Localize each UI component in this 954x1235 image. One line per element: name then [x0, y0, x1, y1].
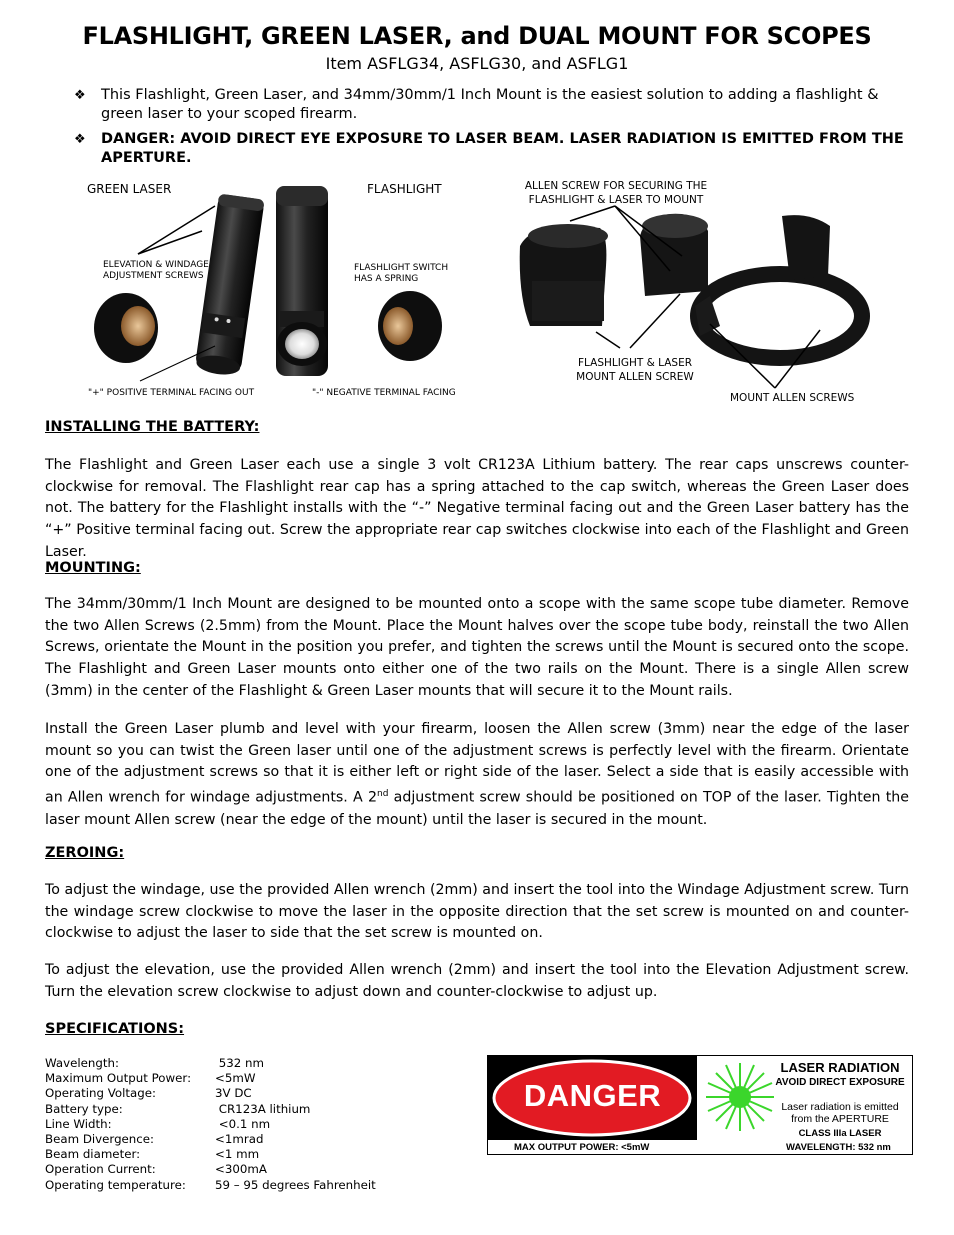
spec-row	[45, 1162, 376, 1177]
specs-list	[45, 1056, 376, 1193]
laser-radiation-text: LASER RADIATION	[780, 1060, 900, 1075]
mounting-text-2b: adjustment screw should be positioned on TOP of the laser. Tighten the laser mount Allen screw (near the edge of the mount) until the laser is secured in the mount.	[45, 789, 909, 828]
spec-value: <0.1 nm	[215, 1116, 271, 1131]
intro-bullet-text: This Flashlight, Green Laser, and 34mm/30mm/1 Inch Mount is the easiest solution to adding a flashlight & green laser to your scoped firearm.	[101, 87, 879, 122]
ordinal-superscript: nd	[376, 789, 389, 800]
spec-key: Operation Current:	[45, 1162, 156, 1177]
allen-screw-securing-label: ALLEN SCREW FOR SECURING THE FLASHLIGHT & LASER TO MOUNT	[524, 180, 708, 206]
mount-allen-screw-label: FLASHLIGHT & LASER MOUNT ALLEN SCREW	[576, 357, 694, 383]
green-laser-label: GREEN LASER	[87, 182, 172, 196]
diamond-bullet-icon: ❖	[74, 132, 86, 147]
laser-warning-label	[487, 1055, 913, 1155]
spec-value: 3V DC	[215, 1086, 252, 1101]
diamond-bullet-icon: ❖	[74, 88, 86, 103]
danger-word: DANGER	[523, 1078, 662, 1113]
spec-value: 59 – 95 degrees Fahrenheit	[215, 1177, 376, 1192]
laser-class-text: CLASS IIIa LASER	[798, 1128, 882, 1139]
avoid-exposure-text: AVOID DIRECT EXPOSURE	[775, 1077, 905, 1088]
spec-key: Wavelength:	[45, 1056, 119, 1070]
specs-heading: SPECIFICATIONS:	[45, 1021, 185, 1037]
spec-value: CR123A lithium	[215, 1101, 311, 1116]
dual-mount-photo	[510, 176, 870, 408]
flashlight-label: FLASHLIGHT	[367, 182, 442, 196]
laser-starburst-icon	[704, 1061, 776, 1133]
laser-flashlight-illustration	[80, 176, 460, 406]
page-subtitle: Item ASFLG34, ASFLG30, and ASFLG1	[325, 54, 629, 73]
spec-row	[45, 1071, 376, 1086]
page-title: FLASHLIGHT, GREEN LASER, and DUAL MOUNT FOR SCOPES	[82, 22, 872, 50]
zeroing-text-2: To adjust the elevation, use the provided Allen wrench (2mm) and insert the tool into the Elevation Adjustment screw. Turn the elevation screw clockwise to adjust down and counter-clockwise to adjust up.	[45, 962, 909, 1000]
spec-row	[45, 1117, 376, 1132]
mounting-text-2a: Install the Green Laser plumb and level with your firearm, loosen the Allen screw (3mm) near the edge of the laser mount so you can twist the Green laser until one of the adjustment screws is perfectly level with the firearm. Orientate one of the adjustment screws so that it is either left or right side of the laser. Select a side that is easily accessible with an Allen wrench for windage adjustments. A 2	[45, 721, 909, 806]
negative-terminal-label: "-" NEGATIVE TERMINAL FACING	[312, 388, 456, 398]
intro-bullet	[74, 86, 904, 124]
emitted-text-2: from the APERTURE	[791, 1113, 889, 1125]
spec-value: <300mA	[215, 1162, 267, 1177]
mounting-text-1: The 34mm/30mm/1 Inch Mount are designed to be mounted onto a scope with the same scope tube diameter. Remove the two Allen Screws (2.5mm) from the Mount. Place the Mount halves over the scope tube body, reinstall the two Allen Screws, orientate the Mount in the position you prefer, and tighten the screws until the Mount is secured onto the scope. The Flashlight and Green Laser mounts onto either one of the two rails on the Mount. There is a single Allen screw (3mm) in the center of the Flashlight & Green Laser mounts that will secure it to the Mount rails.	[45, 596, 909, 699]
mounting-text-2	[45, 719, 909, 831]
spec-value: <1mrad	[215, 1132, 264, 1147]
battery-heading: INSTALLING THE BATTERY:	[45, 419, 260, 435]
spec-row	[45, 1086, 376, 1101]
mount-allen-screws-label: MOUNT ALLEN SCREWS	[730, 392, 855, 404]
spec-value: <5mW	[215, 1071, 256, 1086]
spec-key: Battery type:	[45, 1101, 123, 1116]
spec-row	[45, 1178, 376, 1193]
zeroing-heading: ZEROING:	[45, 845, 125, 861]
spec-row	[45, 1056, 376, 1071]
danger-bullet-text: DANGER: AVOID DIRECT EYE EXPOSURE TO LASER BEAM. LASER RADIATION IS EMITTED FROM THE APERTURE.	[101, 131, 904, 166]
emitted-text-1: Laser radiation is emitted	[781, 1101, 899, 1113]
flashlight-switch-label: FLASHLIGHT SWITCH HAS A SPRING	[354, 263, 449, 284]
positive-terminal-label: "+" POSITIVE TERMINAL FACING OUT	[88, 388, 255, 398]
spec-row	[45, 1132, 376, 1147]
mounting-heading: MOUNTING:	[45, 560, 141, 576]
spec-key: Beam diameter:	[45, 1147, 141, 1162]
spec-value: 532 nm	[215, 1056, 264, 1070]
spec-row	[45, 1147, 376, 1162]
spec-key: Operating temperature:	[45, 1177, 186, 1192]
laser-flashlight-photo	[80, 176, 460, 406]
spec-key: Beam Divergence:	[45, 1132, 155, 1147]
max-output-text: MAX OUTPUT POWER: <5mW	[514, 1142, 650, 1153]
zeroing-text-1: To adjust the windage, use the provided Allen wrench (2mm) and insert the tool into the Windage Adjustment screw. Turn the windage screw clockwise to move the laser in the opposite direction that the set screw is mounted on and counter-clockwise to adjust the laser to side that the set screw is mounted on.	[45, 882, 909, 942]
wavelength-text: WAVELENGTH: 532 nm	[786, 1142, 891, 1153]
spec-key: Operating Voltage:	[45, 1086, 156, 1101]
battery-text: The Flashlight and Green Laser each use a single 3 volt CR123A Lithium battery. The rear caps unscrews counter-clockwise for removal. The Flashlight rear cap has a spring attached to the cap switch, whereas the Green Laser does not. The battery for the Flashlight installs with the “-” Negative terminal facing out and the Green Laser battery has the “+” Positive terminal facing out. Screw the appropriate rear cap switches clockwise into each of the Flashlight and Green Laser.	[45, 457, 909, 560]
spec-key: Maximum Output Power:	[45, 1071, 192, 1086]
danger-bullet	[74, 130, 904, 168]
spec-row	[45, 1102, 376, 1117]
spec-key: Line Width:	[45, 1116, 112, 1131]
spec-value: <1 mm	[215, 1147, 260, 1162]
elevation-windage-label: ELEVATION & WINDAGE ADJUSTMENT SCREWS	[103, 260, 209, 281]
